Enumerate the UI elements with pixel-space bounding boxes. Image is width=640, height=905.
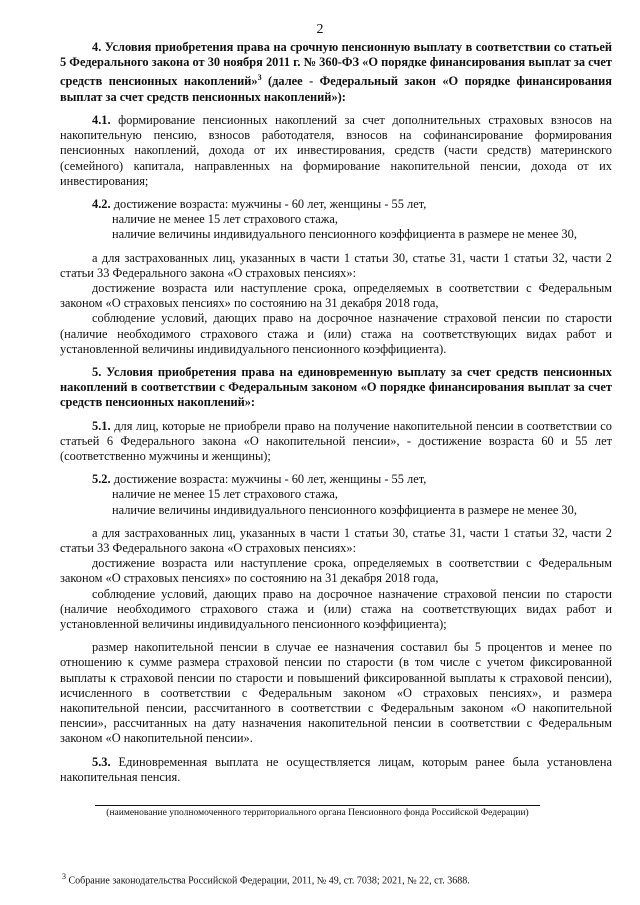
clause-5-2-age: достижение возраста или наступление срока, определяемых в соответствии с Федеральным законом «О страховых пенсиях» по состоянию на 31 декабря 2018 года, [60, 556, 612, 586]
clause-4-2-line2: наличие не менее 15 лет страхового стажа, [112, 212, 338, 227]
signature-line [95, 805, 540, 806]
clause-5-1: 5.1. для лиц, которые не приобрели право на получение накопительной пенсии в соответствии со статьей 6 Федерального закона «О накопительной пенсии», - достижение возраста 60 и 55 лет (соответственно мужчины и женщины); [60, 418, 612, 463]
document-body [60, 40, 612, 785]
section-4-heading: 4. Условия приобретения права на срочную пенсионную выплату в соответствии со статьей 5 Федерального закона от 30 ноября 2011 г. № 360-ФЗ «О порядке финансирования выплат за счет средств пенсионных накоплений»$^3$ (далее - Федеральный закон «О порядке финансирования выплат за счет средств пенсионных накоплений»): [60, 40, 612, 104]
clause-5-3: 5.3. Единовременная выплата не осуществляется лицам, которым ранее была установлена накопительная пенсия. [60, 754, 612, 784]
clause-5-2-line3: наличие величины индивидуального пенсионного коэффициента в размере не менее 30, [112, 502, 577, 517]
clause-4-1: 4.1. формирование пенсионных накоплений за счет дополнительных страховых взносов на накопительную пенсию, взносов работодателя, взносов на софинансирование формирования пенсионных накоплений, дохода от их инвестирования, средств (части средств) материнского (семейного) капитала, направленных на формирование накопительной пенсии, дохода от их инвестирования; [60, 112, 612, 188]
section-5-heading: 5. Условия приобретения права на единовременную выплату за счет средств пенсионных накоплений в соответствии с Федеральным законом «О порядке финансирования выплат за счет средств пенсионных накоплений»: [60, 364, 612, 410]
clause-4-2-age: достижение возраста или наступление срока, определяемых в соответствии с Федеральным законом «О страховых пенсиях» по состоянию на 31 декабря 2018 года, [60, 280, 612, 311]
page-number: 2 [316, 22, 324, 37]
clause-5-2-line2: наличие не менее 15 лет страхового стажа, [112, 487, 338, 502]
signature-label: (наименование уполномоченного территориального органа Пенсионного фонда Российской Федерации) [106, 808, 529, 818]
clause-5-2-conditions: соблюдение условий, дающих право на досрочное назначение страховой пенсии по старости (наличие необходимого страхового стажа и (или) стажа на соответствующих видах работ и установленной величины индивидуального пенсионного коэффициента); [60, 586, 612, 632]
clause-4-2-insured: а для застрахованных лиц, указанных в части 1 статьи 30, статье 31, части 1 статьи 32, части 2 статьи 33 Федерального закона «О страховых пенсиях»: [60, 250, 612, 280]
clause-5-2: 5.2. достижение возраста: мужчины - 60 лет, женщины - 55 лет, [92, 472, 427, 487]
clause-5-2-pension-size: размер накопительной пенсии в случае ее назначения составил бы 5 процентов и менее по отношению к сумме размера страховой пенсии по старости (в том числе с учетом фиксированной выплаты к страховой пенсии по старости и повышений фиксированной выплаты к страховой пенсии), исчисленного в соответствии с Федеральным законом «О страховых пенсиях», и размера накопительной пенсии, рассчитанного в соответствии с Федеральным законом «О накопительной пенсии», рассчитанных на дату назначения накопительной пенсии в соответствии с Федеральным законом «О накопительной пенсии». [60, 640, 612, 746]
clause-4-2-line3: наличие величины индивидуального пенсионного коэффициента в размере не менее 30, [112, 227, 577, 242]
footnote: $^3$ Собрание законодательства Российской Федерации, 2011, № 49, ст. 7038; 2021, № 22, ст. 3688. [62, 872, 470, 887]
clause-4-2-conditions: соблюдение условий, дающих право на досрочное назначение страховой пенсии по старости (наличие необходимого страхового стажа и (или) стажа на соответствующих видах работ и установленной величины индивидуального пенсионного коэффициента). [60, 311, 612, 356]
clause-4-2: 4.2. достижение возраста: мужчины - 60 лет, женщины - 55 лет, [92, 196, 427, 211]
clause-5-2-insured: а для застрахованных лиц, указанных в части 1 статьи 30, статье 31, части 1 статьи 32, части 2 статьи 33 Федерального закона «О страховых пенсиях»: [60, 525, 612, 556]
